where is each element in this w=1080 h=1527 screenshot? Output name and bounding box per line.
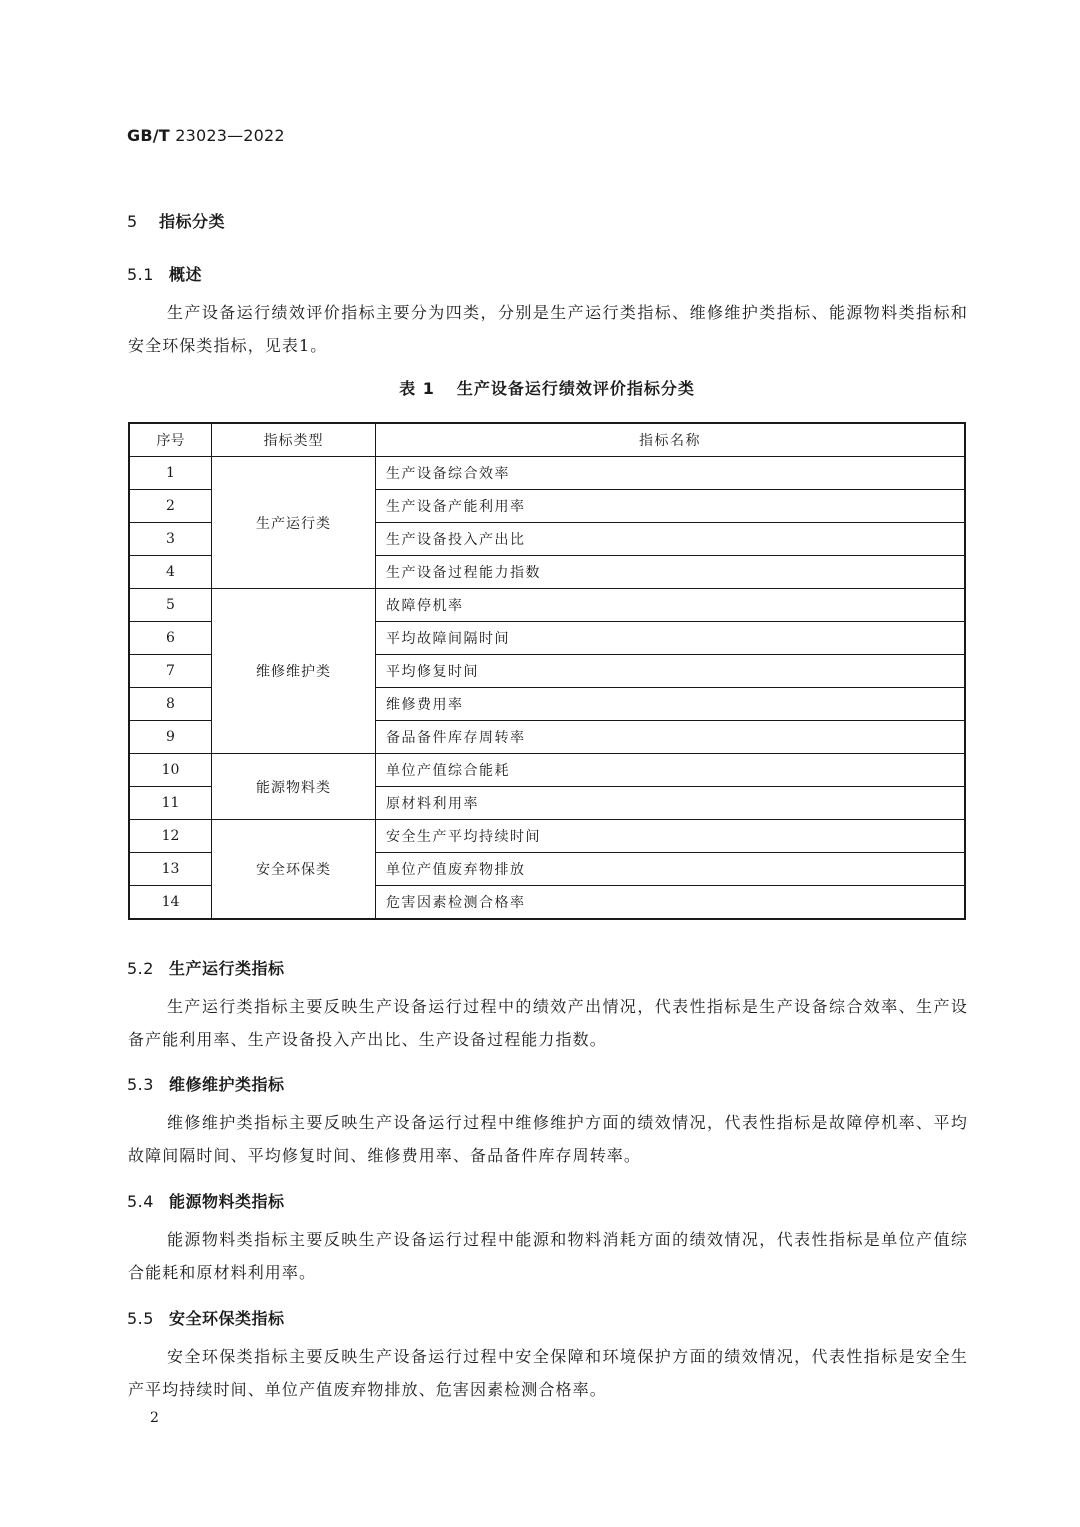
header-cell-type: 指标类型 bbox=[212, 423, 376, 457]
indicator-name: 故障停机率 bbox=[376, 589, 966, 622]
row-number: 4 bbox=[129, 556, 212, 589]
section-5-2-paragraph: 生产运行类指标主要反映生产设备运行过程中的绩效产出情况，代表性指标是生产设备综合效率、生产设备产能利用率、生产设备投入产出比、生产设备过程能力指数。 bbox=[128, 997, 968, 1049]
section-5-5-paragraph: 安全环保类指标主要反映生产设备运行过程中安全保障和环境保护方面的绩效情况，代表性指标是安全生产平均持续时间、单位产值废弃物排放、危害因素检测合格率。 bbox=[128, 1347, 968, 1399]
table-number: 表 1 bbox=[399, 379, 435, 398]
section-number: 5.3 bbox=[127, 1075, 154, 1094]
indicator-name: 生产设备产能利用率 bbox=[376, 490, 966, 523]
row-number: 5 bbox=[129, 589, 212, 622]
section-5-5-heading bbox=[127, 1306, 285, 1329]
row-number: 14 bbox=[129, 886, 212, 920]
section-number: 5 bbox=[127, 212, 138, 231]
indicator-name: 生产设备投入产出比 bbox=[376, 523, 966, 556]
table-row bbox=[129, 754, 965, 787]
indicator-name: 维修费用率 bbox=[376, 688, 966, 721]
section-title: 安全环保类指标 bbox=[169, 1309, 285, 1328]
row-number: 6 bbox=[129, 622, 212, 655]
page-number: 2 bbox=[150, 1410, 159, 1426]
section-5-heading bbox=[127, 209, 225, 232]
table-row bbox=[129, 457, 965, 490]
row-number: 11 bbox=[129, 787, 212, 820]
section-title: 能源物料类指标 bbox=[169, 1192, 285, 1211]
table-row bbox=[129, 589, 965, 622]
indicator-name: 安全生产平均持续时间 bbox=[376, 820, 966, 853]
indicator-name: 生产设备综合效率 bbox=[376, 457, 966, 490]
section-5-2-heading bbox=[127, 956, 285, 979]
section-number: 5.5 bbox=[127, 1309, 154, 1328]
row-number: 10 bbox=[129, 754, 212, 787]
indicator-name: 平均修复时间 bbox=[376, 655, 966, 688]
section-5-1-heading bbox=[127, 262, 202, 285]
row-number: 8 bbox=[129, 688, 212, 721]
section-5-3-heading bbox=[127, 1072, 285, 1095]
section-number: 5.4 bbox=[127, 1192, 154, 1211]
section-title: 指标分类 bbox=[159, 212, 226, 231]
section-title: 维修维护类指标 bbox=[169, 1075, 285, 1094]
table-row bbox=[129, 820, 965, 853]
row-number: 3 bbox=[129, 523, 212, 556]
indicator-name: 单位产值废弃物排放 bbox=[376, 853, 966, 886]
section-number: 5.2 bbox=[127, 959, 154, 978]
section-title: 生产运行类指标 bbox=[169, 959, 285, 978]
indicator-name: 危害因素检测合格率 bbox=[376, 886, 966, 920]
row-number: 2 bbox=[129, 490, 212, 523]
row-number: 9 bbox=[129, 721, 212, 754]
indicator-name: 生产设备过程能力指数 bbox=[376, 556, 966, 589]
section-5-4-heading bbox=[127, 1189, 285, 1212]
section-title: 概述 bbox=[169, 265, 203, 284]
header-cell-no: 序号 bbox=[129, 423, 212, 457]
row-number: 13 bbox=[129, 853, 212, 886]
standard-header bbox=[127, 126, 285, 145]
row-number: 1 bbox=[129, 457, 212, 490]
row-number: 12 bbox=[129, 820, 212, 853]
standard-code: GB/T bbox=[127, 126, 170, 145]
indicator-type: 维修维护类 bbox=[212, 589, 376, 754]
indicator-name: 原材料利用率 bbox=[376, 787, 966, 820]
indicator-name: 平均故障间隔时间 bbox=[376, 622, 966, 655]
indicator-type: 安全环保类 bbox=[212, 820, 376, 920]
indicator-name: 备品备件库存周转率 bbox=[376, 721, 966, 754]
standard-number: 23023—2022 bbox=[175, 126, 285, 145]
table-header-row bbox=[129, 423, 965, 457]
indicator-name: 单位产值综合能耗 bbox=[376, 754, 966, 787]
table-title: 生产设备运行绩效评价指标分类 bbox=[456, 379, 695, 398]
table-caption bbox=[128, 376, 966, 399]
row-number: 7 bbox=[129, 655, 212, 688]
section-5-3-paragraph: 维修维护类指标主要反映生产设备运行过程中维修维护方面的绩效情况，代表性指标是故障停机率、平均故障间隔时间、平均修复时间、维修费用率、备品备件库存周转率。 bbox=[128, 1113, 968, 1165]
section-5-4-paragraph: 能源物料类指标主要反映生产设备运行过程中能源和物料消耗方面的绩效情况，代表性指标是单位产值综合能耗和原材料利用率。 bbox=[128, 1230, 968, 1282]
indicator-type: 生产运行类 bbox=[212, 457, 376, 589]
indicator-type: 能源物料类 bbox=[212, 754, 376, 820]
section-5-1-paragraph: 生产设备运行绩效评价指标主要分为四类，分别是生产运行类指标、维修维护类指标、能源物料类指标和安全环保类指标，见表1。 bbox=[128, 303, 968, 355]
header-cell-name: 指标名称 bbox=[376, 423, 966, 457]
indicator-table bbox=[128, 422, 966, 920]
section-number: 5.1 bbox=[127, 265, 154, 284]
